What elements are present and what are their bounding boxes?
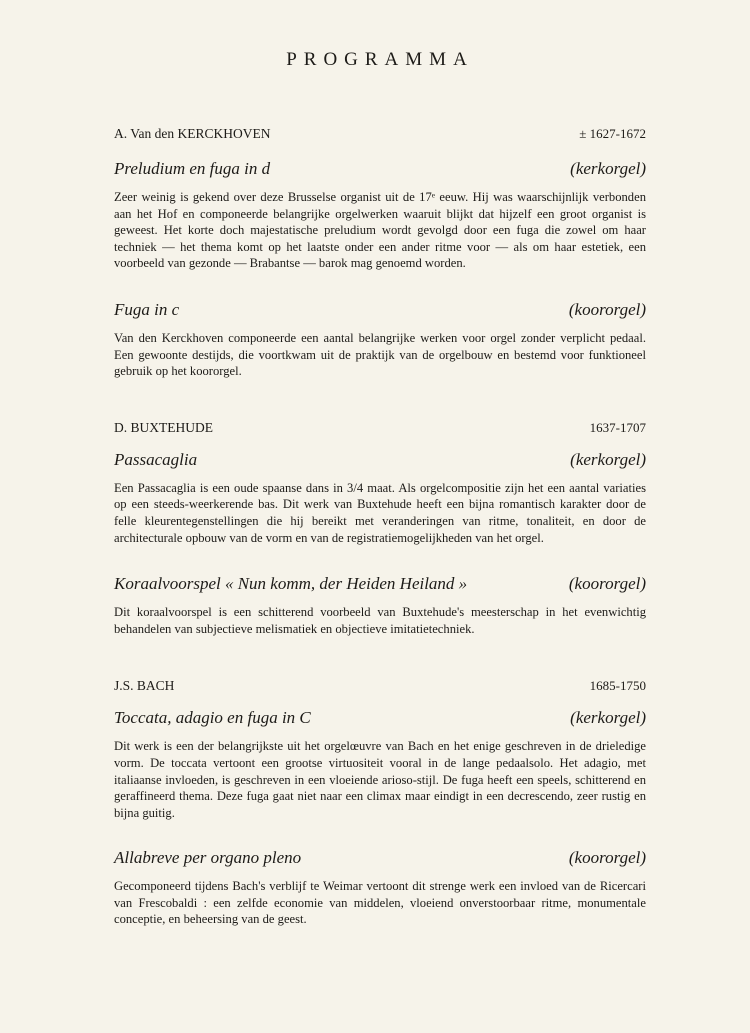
work-instrument: (koororgel) xyxy=(568,299,646,319)
work-description: Van den Kerckhoven componeerde een aantal belangrijke werken voor orgel zonder verplicht pedaal. Een gewoonte destijds, die voortkwam uit de praktijk van de orgelbouw en bestemd voor funktioneel gebruik op het koororgel. xyxy=(114,330,646,379)
work-title: Preludium en fuga in d xyxy=(114,159,271,178)
work-title: Toccata, adagio en fuga in C xyxy=(114,708,311,728)
composer-name: J.S. BACH xyxy=(114,678,175,694)
composer-section-kerckhoven xyxy=(114,123,646,380)
composer-name: D. BUXTEHUDE xyxy=(114,419,213,435)
composer-header xyxy=(114,123,646,145)
work-instrument: (koororgel) xyxy=(568,848,646,868)
composer-header xyxy=(114,417,646,439)
work-description: Zeer weinig is gekend over deze Brusselse organist uit de 17ᵉ eeuw. Hij was waarschijnlijk verbonden aan het Hof en componeerde belangrijke orgelwerken waaruit blijkt dat hijzelf een groot organist is geweest. Het korte doch majestatische preludium wordt gevolgd door een fuga die zowel om haar techniek — het thema komt op het laatste onder een ander ritme voor — als om haar estetiek, een voorbeeld van gezonde — Brabantse — barok mag genoemd worden. xyxy=(114,190,646,271)
composer-dates: 1685-1750 xyxy=(589,678,646,694)
page-title: PROGRAMMA xyxy=(286,49,474,70)
work-title: Fuga in c xyxy=(114,299,180,319)
work-heading xyxy=(114,846,646,870)
work-heading xyxy=(114,706,646,730)
work-description: Een Passacaglia is een oude spaanse dans in 3/4 maat. Als orgelcompositie zijn het een aantal variaties op een steeds-weerkerende bas. Dit werk van Buxtehude heeft een bijna romantisch karakter door de felle kleurentegenstellingen die hij bereikt met veranderingen van ritme, tonaliteit, en door de architecturale opbouw van de vorm en van de registratiemogelijkheden van het orgel. xyxy=(114,480,646,545)
work-title: Passacaglia xyxy=(114,449,198,469)
work-title: Koraalvoorspel « Nun komm, der Heiden Heiland » xyxy=(114,574,468,594)
work-heading xyxy=(114,298,646,322)
work-instrument: (koororgel) xyxy=(568,574,646,594)
composer-section-buxtehude xyxy=(114,417,646,638)
work-description: Dit werk is een der belangrijkste uit het orgelœuvre van Bach en het enige geschreven in de drieledige vorm. De toccata vertoont een grootse virtuositeit vooral in de lange pedaalsolo. Het adagio, met italiaanse invloeden, is geschreven in een vloeiende arioso-stijl. De fuga heeft een speels, schitterend en geraffineerd thema. Deze fuga gaat niet naar een climax maar eindigt in een decrescendo, zeer rustig en bijna guitig. xyxy=(114,739,646,820)
composer-dates: ± 1627-1672 xyxy=(579,126,646,141)
work-heading xyxy=(114,572,646,596)
work-instrument: (kerkorgel) xyxy=(570,159,646,178)
work-title: Allabreve per organo pleno xyxy=(114,848,302,868)
composer-header xyxy=(114,675,646,697)
composer-dates: 1637-1707 xyxy=(589,419,646,435)
work-description: Gecomponeerd tijdens Bach's verblijf te Weimar vertoont dit strenge werk een invloed van de Ricercari van Frescobaldi : een zelfde economie van middelen, vloeiend onverstoorbaar ritme, monumentale conceptie, en beheersing van de geest. xyxy=(114,879,646,927)
work-heading xyxy=(114,448,646,472)
composer-section-bach xyxy=(114,675,646,928)
work-heading xyxy=(114,157,646,181)
work-instrument: (kerkorgel) xyxy=(570,708,646,728)
work-description: Dit koraalvoorspel is een schitterend voorbeeld van Buxtehude's meesterschap in het evenwichtig behandelen van subjectieve melismatiek en objectieve imitatietechniek. xyxy=(114,605,646,636)
work-instrument: (kerkorgel) xyxy=(570,449,646,469)
composer-name: A. Van den KERCKHOVEN xyxy=(114,126,271,141)
